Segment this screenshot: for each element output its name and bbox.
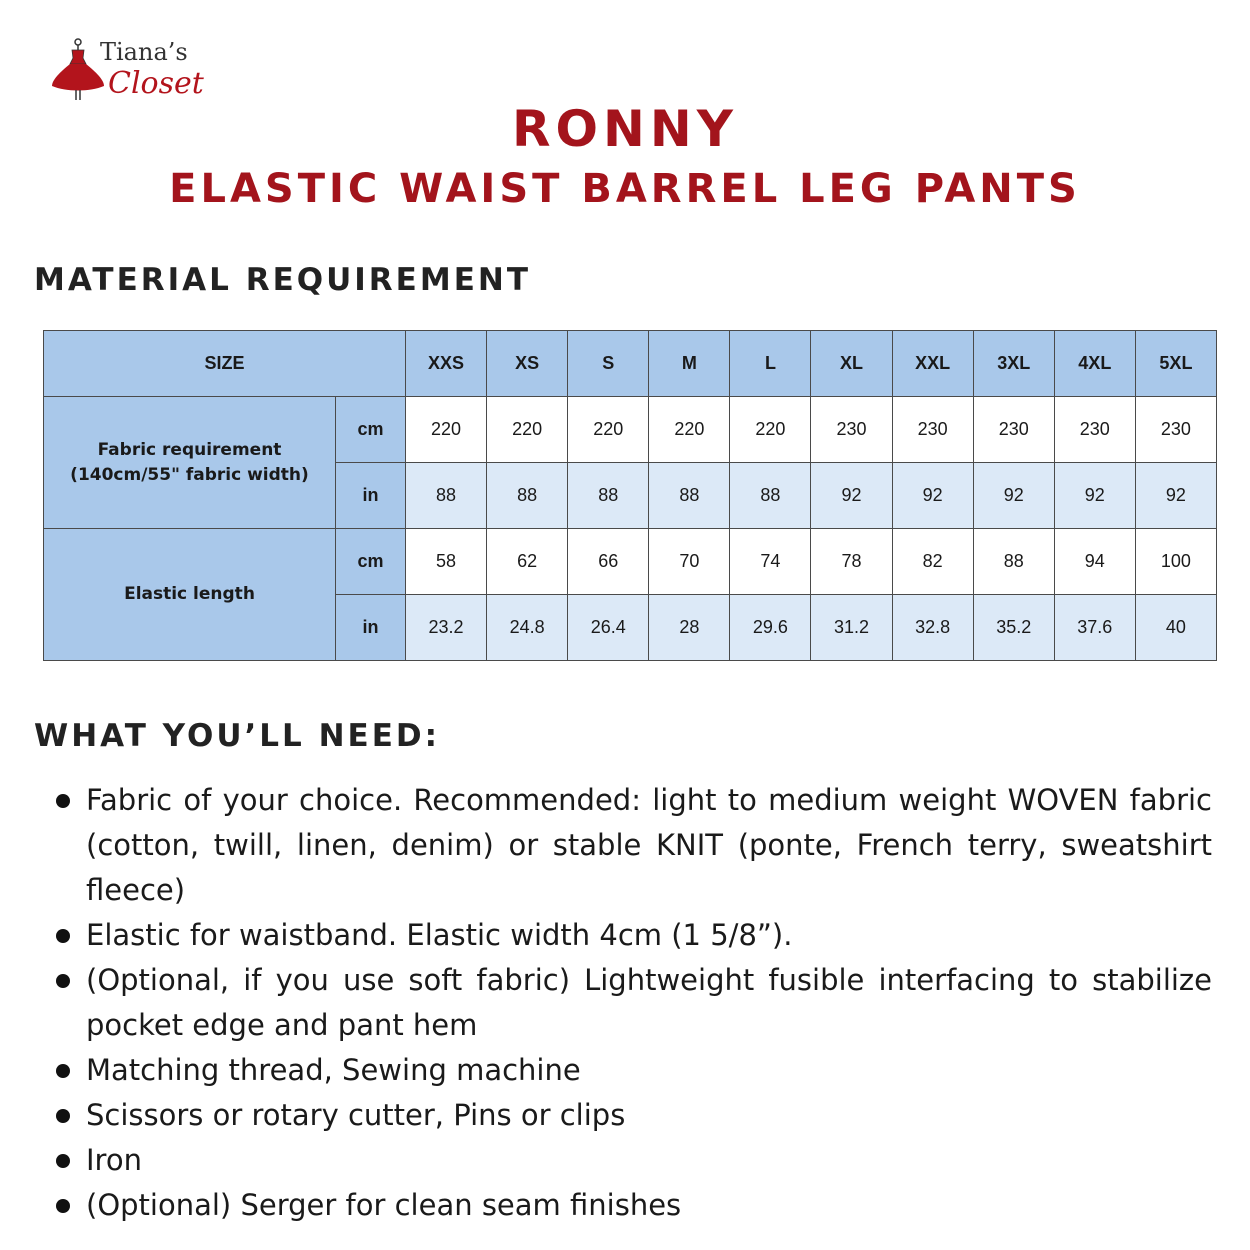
table-cell: 31.2 [811, 595, 892, 661]
size-header: XXS [406, 331, 487, 397]
list-item-text: Iron [86, 1143, 142, 1177]
fabric-label-line2: (140cm/55" fabric width) [70, 464, 309, 485]
table-cell: 230 [973, 397, 1054, 463]
elastic-length-label: Elastic length [44, 529, 336, 661]
table-cell: 100 [1135, 529, 1216, 595]
list-item [52, 778, 1212, 913]
list-item-text: Elastic for waistband. Elastic width 4cm (1 5/8”). [86, 918, 793, 952]
list-item-text: (Optional) Serger for clean seam finishes [86, 1188, 682, 1222]
size-header: S [568, 331, 649, 397]
needs-list [52, 778, 1212, 1228]
bullet-icon [56, 1199, 70, 1213]
table-cell: 230 [892, 397, 973, 463]
table-cell: 88 [406, 463, 487, 529]
brand-name-line2: Closet [108, 66, 204, 101]
size-header: XL [811, 331, 892, 397]
table-cell: 40 [1135, 595, 1216, 661]
size-header: M [649, 331, 730, 397]
unit-in: in [336, 595, 406, 661]
list-item [52, 1138, 1212, 1183]
bullet-icon [56, 1064, 70, 1078]
list-item [52, 1183, 1212, 1228]
list-item-text: Matching thread, Sewing machine [86, 1053, 581, 1087]
what-you-need-heading: WHAT YOU’LL NEED: [34, 718, 441, 754]
list-item [52, 958, 1212, 1048]
unit-cm: cm [336, 397, 406, 463]
size-header: 4XL [1054, 331, 1135, 397]
pattern-title: RONNY [512, 100, 738, 158]
table-cell: 220 [730, 397, 811, 463]
table-cell: 88 [568, 463, 649, 529]
table-cell: 74 [730, 529, 811, 595]
table-cell: 92 [892, 463, 973, 529]
table-cell: 94 [1054, 529, 1135, 595]
table-cell: 82 [892, 529, 973, 595]
table-cell: 28 [649, 595, 730, 661]
list-item-text: (Optional, if you use soft fabric) Lightweight fusible interfacing to stabilize pocket edge and pant hem [86, 963, 1212, 1042]
size-header: XXL [892, 331, 973, 397]
table-cell: 58 [406, 529, 487, 595]
bullet-icon [56, 929, 70, 943]
table-cell: 78 [811, 529, 892, 595]
list-item [52, 913, 1212, 958]
material-requirement-table [43, 330, 1217, 661]
table-cell: 230 [1054, 397, 1135, 463]
table-cell: 37.6 [1054, 595, 1135, 661]
unit-in: in [336, 463, 406, 529]
table-cell: 92 [811, 463, 892, 529]
table-cell: 220 [487, 397, 568, 463]
table-cell: 62 [487, 529, 568, 595]
table-cell: 220 [649, 397, 730, 463]
table-cell: 32.8 [892, 595, 973, 661]
unit-cm: cm [336, 529, 406, 595]
dress-icon [50, 36, 106, 102]
table-cell: 230 [811, 397, 892, 463]
table-cell: 230 [1135, 397, 1216, 463]
table-cell: 26.4 [568, 595, 649, 661]
list-item-text: Scissors or rotary cutter, Pins or clips [86, 1098, 626, 1132]
size-header: 3XL [973, 331, 1054, 397]
list-item [52, 1093, 1212, 1138]
size-header: L [730, 331, 811, 397]
bullet-icon [56, 974, 70, 988]
table-cell: 88 [730, 463, 811, 529]
table-cell: 92 [1054, 463, 1135, 529]
list-item-text: Fabric of your choice. Recommended: light to medium weight WOVEN fabric (cotton, twill, linen, denim) or stable KNIT (ponte, French terry, sweatshirt fleece) [86, 783, 1212, 907]
table-cell: 92 [973, 463, 1054, 529]
material-heading: MATERIAL REQUIREMENT [34, 262, 531, 298]
bullet-icon [56, 1109, 70, 1123]
table-cell: 88 [649, 463, 730, 529]
table-cell: 88 [487, 463, 568, 529]
table-cell: 70 [649, 529, 730, 595]
fabric-label-line1: Fabric requirement [97, 439, 282, 460]
size-header-row [44, 331, 1217, 397]
table-cell: 29.6 [730, 595, 811, 661]
table-cell: 220 [568, 397, 649, 463]
elastic-cm-row [44, 529, 1217, 595]
list-item [52, 1048, 1212, 1093]
table-cell: 66 [568, 529, 649, 595]
pattern-subtitle: ELASTIC WAIST BARREL LEG PANTS [169, 166, 1081, 212]
brand-name-line1: Tiana’s [100, 38, 188, 66]
size-header: XS [487, 331, 568, 397]
bullet-icon [56, 794, 70, 808]
bullet-icon [56, 1154, 70, 1168]
table-cell: 23.2 [406, 595, 487, 661]
table-cell: 35.2 [973, 595, 1054, 661]
size-header: 5XL [1135, 331, 1216, 397]
table-cell: 92 [1135, 463, 1216, 529]
fabric-requirement-label [44, 397, 336, 529]
fabric-cm-row [44, 397, 1217, 463]
table-cell: 220 [406, 397, 487, 463]
table-cell: 88 [973, 529, 1054, 595]
size-label: SIZE [44, 331, 406, 397]
table-cell: 24.8 [487, 595, 568, 661]
